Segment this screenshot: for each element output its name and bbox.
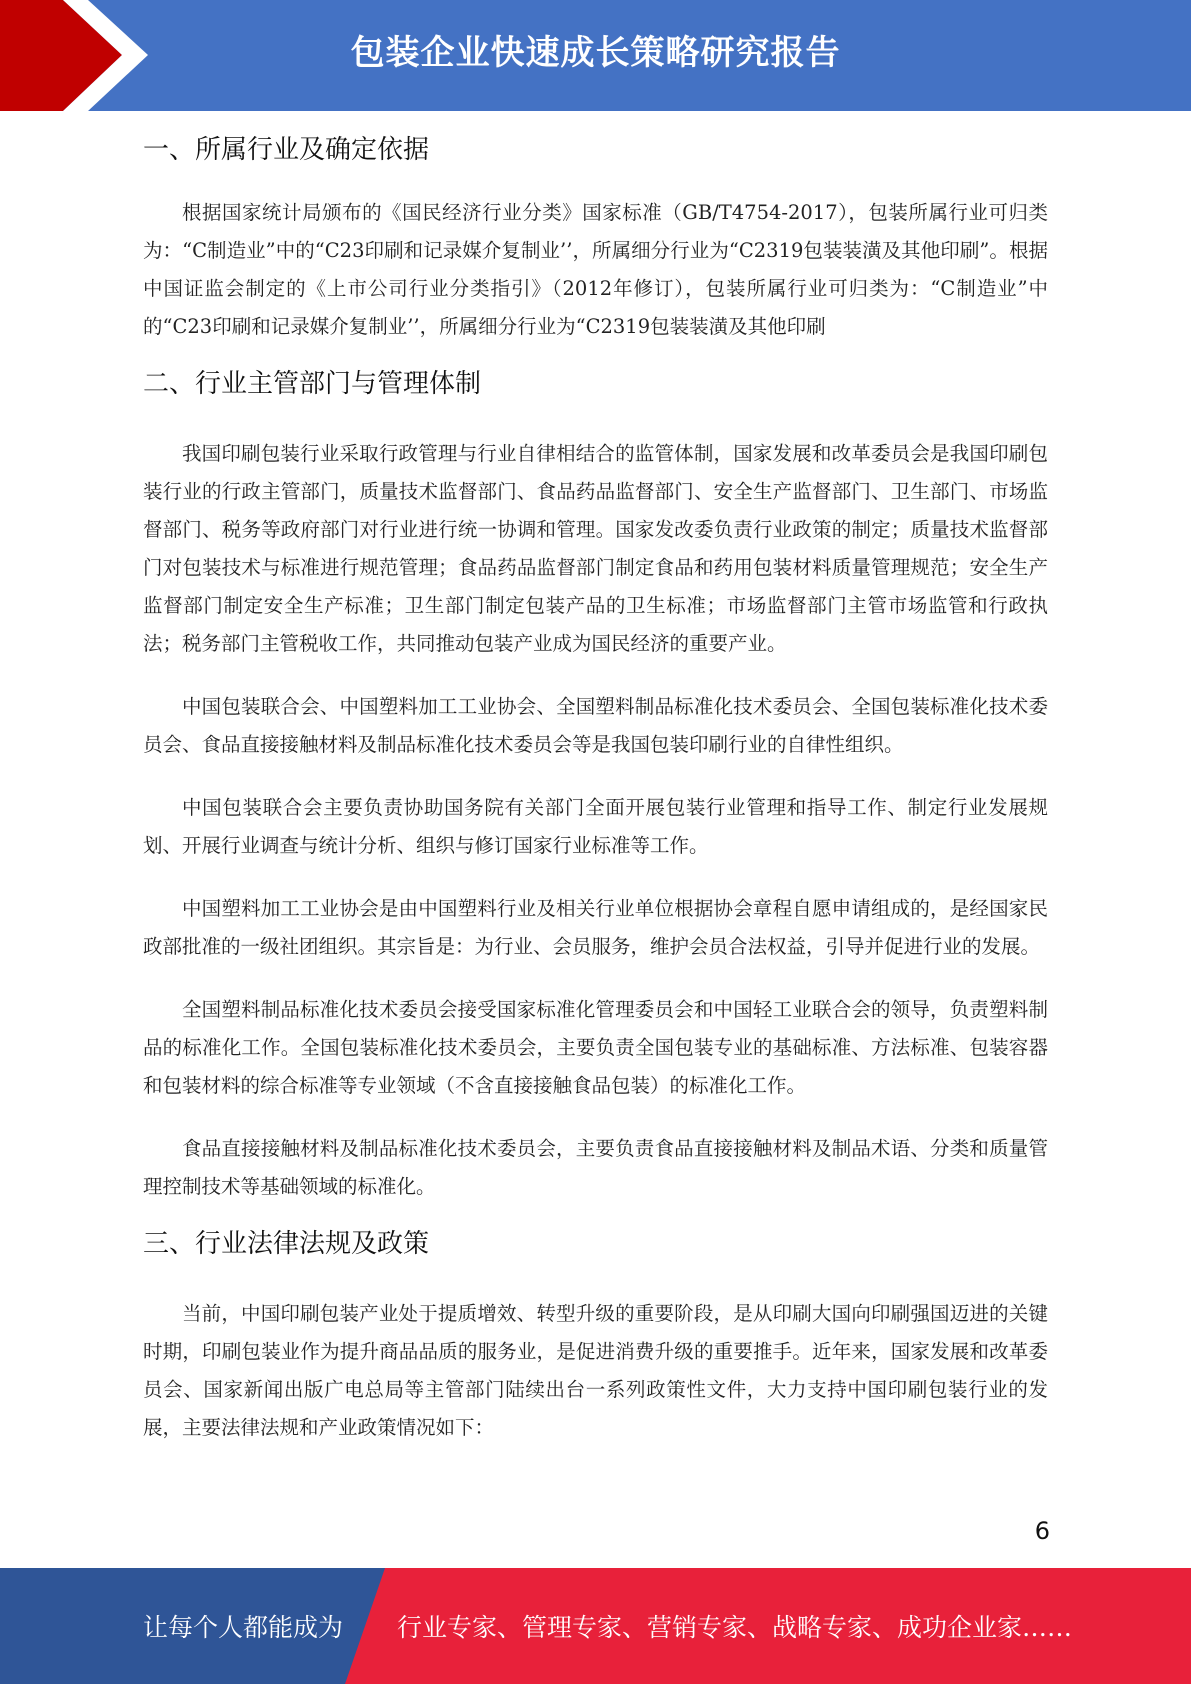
header-band — [0, 0, 1191, 111]
paragraph: 食品直接接触材料及制品标准化技术委员会，主要负责食品直接接触材料及制品术语、分类和质量管理控制技术等基础领域的标准化。 — [143, 1137, 1048, 1198]
section-heading: 二、行业主管部门与管理体制 — [143, 369, 482, 399]
paragraph: 中国包装联合会主要负责协助国务院有关部门全面开展包装行业管理和指导工作、制定行业发展规划、开展行业调查与统计分析、组织与修订国家行业标准等工作。 — [143, 796, 1048, 857]
paragraph: 根据国家统计局颁布的《国民经济行业分类》国家标准（GB/T4754-2017），包装所属行业可归类为：“C制造业”中的“C23印刷和记录媒介复制业’’，所属细分行业为“C2319包装装潢及其他印刷”。根据中国证监会制定的《上市公司行业分类指引》（2012年修订），包装所属行业可归类为：“C制造业”中的“C23印刷和记录媒介复制业’’，所属细分行业为“C2319包装装潢及其他印刷 — [143, 201, 1048, 338]
paragraph: 中国塑料加工工业协会是由中国塑料行业及相关行业单位根据协会章程自愿申请组成的，是经国家民政部批准的一级社团组织。其宗旨是：为行业、会员服务，维护会员合法权益，引导并促进行业的发展。 — [143, 897, 1048, 958]
section-heading: 三、行业法律法规及政策 — [143, 1229, 430, 1259]
footer-band — [0, 1568, 1191, 1684]
paragraph: 中国包装联合会、中国塑料加工工业协会、全国塑料制品标准化技术委员会、全国包装标准化技术委员会、食品直接接触材料及制品标准化技术委员会等是我国包装印刷行业的自律性组织。 — [143, 695, 1048, 756]
section-heading: 一、所属行业及确定依据 — [143, 135, 430, 165]
paragraph: 当前，中国印刷包装产业处于提质增效、转型升级的重要阶段，是从印刷大国向印刷强国迈进的关键时期，印刷包装业作为提升商品品质的服务业，是促进消费升级的重要推手。近年来，国家发展和改革委员会、国家新闻出版广电总局等主管部门陆续出台一系列政策性文件，大力支持中国印刷包装行业的发展，主要法律法规和产业政策情况如下： — [143, 1302, 1048, 1439]
footer-slogan-left: 让每个人都能成为 — [143, 1613, 344, 1642]
document-body — [143, 126, 1048, 1447]
document-title: 包装企业快速成长策略研究报告 — [350, 33, 841, 73]
paragraph: 全国塑料制品标准化技术委员会接受国家标准化管理委员会和中国轻工业联合会的领导，负责塑料制品的标准化工作。全国包装标准化技术委员会，主要负责全国包装专业的基础标准、方法标准、包装容器和包装材料的综合标准等专业领域（不含直接接触食品包装）的标准化工作。 — [143, 998, 1048, 1097]
page-number: 6 — [1034, 1517, 1050, 1545]
footer-slogan-right: 行业专家、管理专家、营销专家、战略专家、成功企业家…… — [397, 1613, 1073, 1642]
paragraph: 我国印刷包装行业采取行政管理与行业自律相结合的监管体制，国家发展和改革委员会是我国印刷包装行业的行政主管部门，质量技术监督部门、食品药品监督部门、安全生产监督部门、卫生部门、市场监督部门、税务等政府部门对行业进行统一协调和管理。国家发改委负责行业政策的制定；质量技术监督部门对包装技术与标准进行规范管理；食品药品监督部门制定食品和药用包装材料质量管理规范；安全生产监督部门制定安全生产标准；卫生部门制定包装产品的卫生标准；市场监督部门主管市场监管和行政执法；税务部门主管税收工作，共同推动包装产业成为国民经济的重要产业。 — [143, 442, 1048, 655]
